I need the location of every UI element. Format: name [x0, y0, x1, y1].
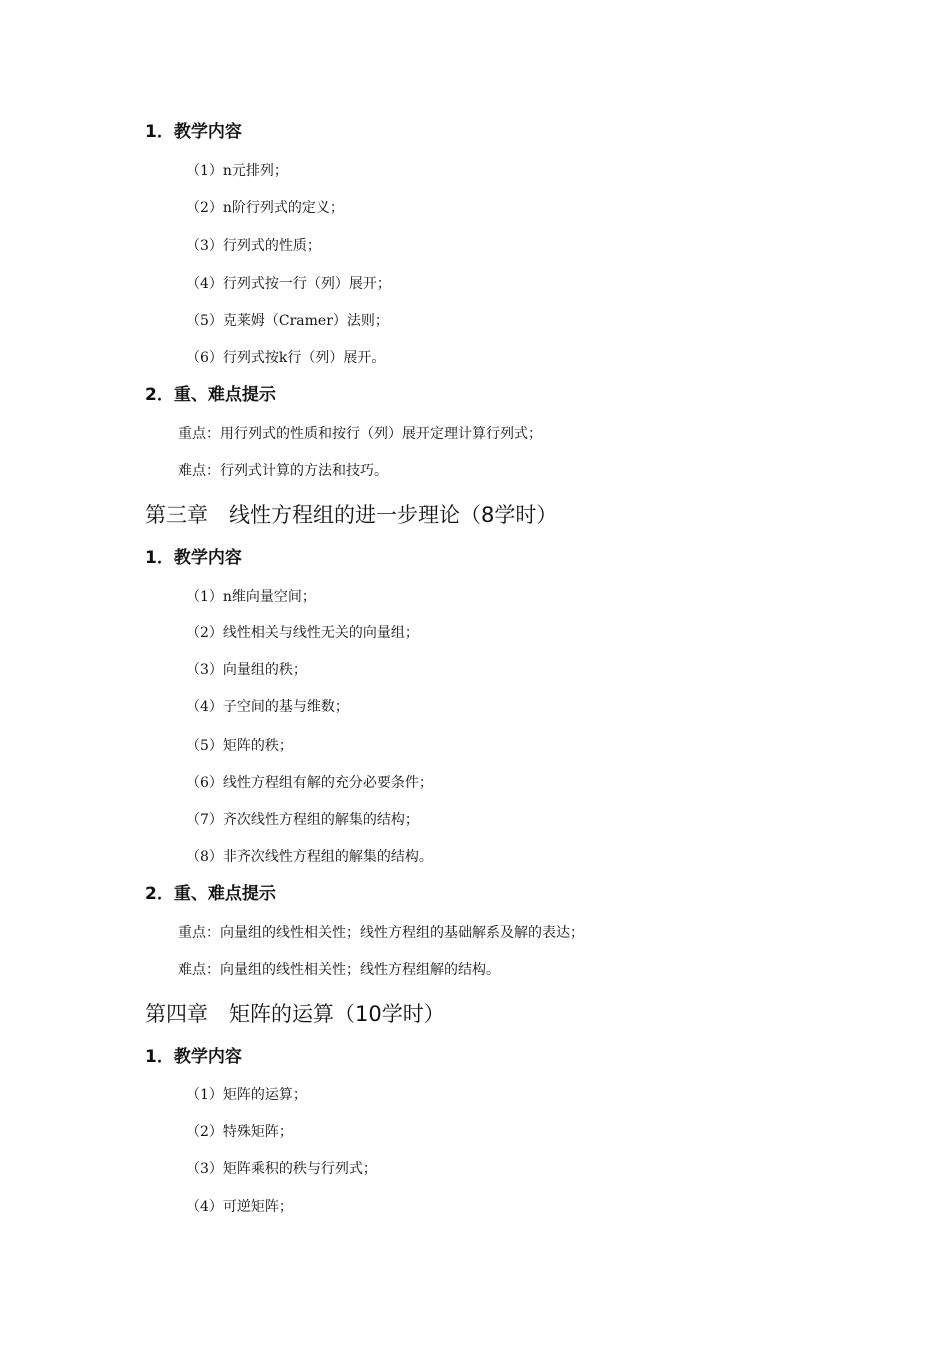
list-item: （5）矩阵的秩；: [186, 738, 293, 754]
list-item: （4）可逆矩阵；: [186, 1199, 293, 1215]
list-item: （3）行列式的性质；: [186, 238, 321, 254]
content-heading: 1．教学内容: [145, 1047, 242, 1067]
list-item: （3）向量组的秩；: [186, 662, 307, 678]
list-item: （4）行列式按一行（列）展开；: [186, 276, 391, 292]
list-item: （2）n阶行列式的定义；: [186, 200, 344, 216]
list-item: （3）矩阵乘积的秩与行列式；: [186, 1161, 377, 1177]
list-item: （8）非齐次线性方程组的解集的结构。: [186, 849, 433, 865]
list-item: （7）齐次线性方程组的解集的结构；: [186, 812, 419, 828]
difficult-point-text: 难点：向量组的线性相关性；线性方程组解的结构。: [178, 962, 500, 978]
keypoints-heading: 2．重、难点提示: [145, 385, 276, 405]
list-item: （2）特殊矩阵；: [186, 1124, 293, 1140]
list-item: （6）行列式按k行（列）展开。: [186, 350, 386, 366]
key-point-text: 重点：用行列式的性质和按行（列）展开定理计算行列式；: [178, 426, 542, 442]
chapter-title: 第四章 矩阵的运算（10学时）: [145, 1002, 445, 1026]
list-item: （6）线性方程组有解的充分必要条件；: [186, 775, 433, 791]
list-item: （1）矩阵的运算；: [186, 1087, 307, 1103]
list-item: （2）线性相关与线性无关的向量组；: [186, 625, 419, 641]
difficult-point-text: 难点：行列式计算的方法和技巧。: [178, 463, 388, 479]
list-item: （1）n元排列；: [186, 163, 288, 179]
key-point-text: 重点：向量组的线性相关性；线性方程组的基础解系及解的表达；: [178, 925, 584, 941]
list-item: （5）克莱姆（Cramer）法则；: [186, 313, 389, 329]
keypoints-heading: 2．重、难点提示: [145, 884, 276, 904]
content-heading: 1．教学内容: [145, 548, 242, 568]
list-item: （1）n维向量空间；: [186, 589, 316, 605]
chapter-title: 第三章 线性方程组的进一步理论（8学时）: [145, 503, 558, 527]
content-heading: 1．教学内容: [145, 122, 242, 142]
list-item: （4）子空间的基与维数；: [186, 699, 349, 715]
